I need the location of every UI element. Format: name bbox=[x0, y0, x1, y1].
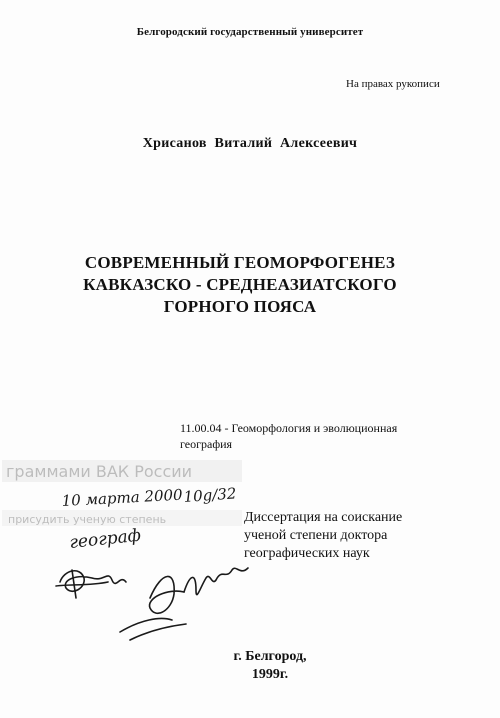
specialty-line-1: 11.00.04 - Геоморфология и эволюционная bbox=[180, 421, 398, 435]
city-name: г. Белгород, bbox=[233, 649, 307, 664]
signature-2 bbox=[120, 568, 248, 640]
handwritten-number: 10g/32 bbox=[183, 484, 237, 506]
specialty-line-2: география bbox=[180, 437, 233, 451]
degree-statement bbox=[244, 509, 444, 563]
degree-line-2: ученой степени доктора bbox=[244, 528, 388, 543]
handwritten-date: 10 марта 2000 bbox=[61, 485, 183, 510]
degree-line-1: Диссертация на соискание bbox=[244, 510, 403, 525]
handwritten-field: географ bbox=[68, 525, 142, 553]
place-and-year bbox=[0, 648, 500, 684]
title-line-1: СОВРЕМЕННЫЙ ГЕОМОРФОГЕНЕЗ bbox=[84, 253, 396, 272]
manuscript-note: На правах рукописи bbox=[346, 78, 440, 90]
handwritten-annotations bbox=[0, 470, 300, 670]
title-line-2: КАВКАЗСКО - СРЕДНЕАЗИАТСКОГО bbox=[83, 275, 397, 294]
signature-1 bbox=[56, 570, 126, 598]
stamp-line-1: граммами ВАК России bbox=[6, 462, 193, 481]
specialty-code bbox=[180, 420, 440, 452]
university-name: Белгородский государственный университет bbox=[136, 26, 364, 38]
degree-line-3: географических наук bbox=[244, 546, 370, 561]
dissertation-title bbox=[0, 252, 480, 318]
year: 1999г. bbox=[251, 667, 289, 682]
stamp-line-3: присудить ученую степень bbox=[8, 513, 167, 526]
author-name: Хрисанов Виталий Алексеевич bbox=[142, 136, 358, 151]
title-line-3: ГОРНОГО ПОЯСА bbox=[163, 297, 317, 316]
